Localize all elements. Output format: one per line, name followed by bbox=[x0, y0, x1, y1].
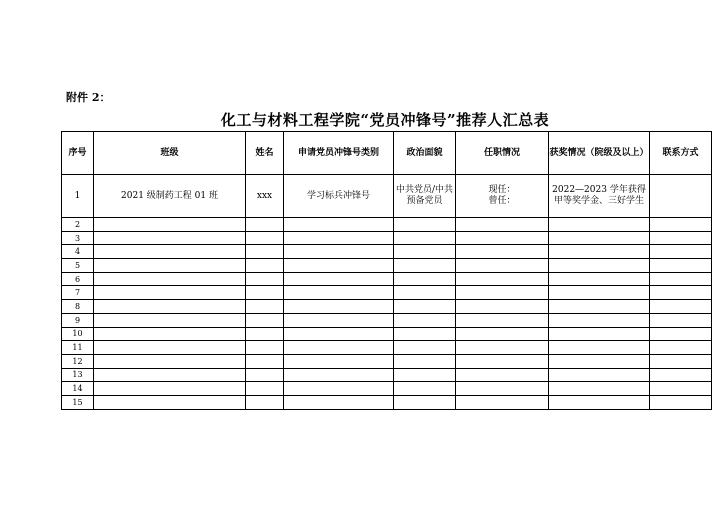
empty-cell bbox=[394, 354, 456, 368]
table-row bbox=[62, 341, 712, 355]
header-name: 姓名 bbox=[246, 132, 284, 175]
table-row bbox=[62, 175, 712, 218]
recommendation-table bbox=[61, 131, 712, 410]
empty-cell bbox=[94, 259, 246, 273]
empty-cell bbox=[284, 286, 394, 300]
cell-index: 6 bbox=[62, 272, 94, 286]
empty-cell bbox=[94, 354, 246, 368]
header-contact: 联系方式 bbox=[650, 132, 712, 175]
empty-cell bbox=[284, 272, 394, 286]
empty-cell bbox=[650, 341, 712, 355]
header-category: 申请党员冲锋号类别 bbox=[284, 132, 394, 175]
empty-cell bbox=[456, 354, 549, 368]
empty-cell bbox=[456, 368, 549, 382]
empty-cell bbox=[246, 354, 284, 368]
table-row bbox=[62, 231, 712, 245]
cell-index: 8 bbox=[62, 300, 94, 314]
empty-cell bbox=[549, 395, 650, 409]
empty-cell bbox=[650, 354, 712, 368]
empty-cell bbox=[456, 327, 549, 341]
empty-cell bbox=[284, 259, 394, 273]
empty-cell bbox=[246, 286, 284, 300]
cell-index: 7 bbox=[62, 286, 94, 300]
cell-index: 11 bbox=[62, 341, 94, 355]
table-row bbox=[62, 382, 712, 396]
table-row bbox=[62, 327, 712, 341]
empty-cell bbox=[394, 300, 456, 314]
empty-cell bbox=[394, 259, 456, 273]
empty-cell bbox=[94, 245, 246, 259]
empty-cell bbox=[94, 313, 246, 327]
empty-cell bbox=[549, 313, 650, 327]
empty-cell bbox=[284, 368, 394, 382]
empty-cell bbox=[394, 286, 456, 300]
cell-index: 12 bbox=[62, 354, 94, 368]
table-row bbox=[62, 395, 712, 409]
cell-index: 13 bbox=[62, 368, 94, 382]
header-class: 班级 bbox=[94, 132, 246, 175]
table-row bbox=[62, 354, 712, 368]
empty-cell bbox=[284, 218, 394, 232]
document-title: 化工与材料工程学院“党员冲锋号”推荐人汇总表 bbox=[220, 111, 550, 129]
cell-index: 1 bbox=[62, 175, 94, 218]
empty-cell bbox=[549, 231, 650, 245]
empty-cell bbox=[246, 259, 284, 273]
header-position: 任职情况 bbox=[456, 132, 549, 175]
empty-cell bbox=[246, 245, 284, 259]
cell-index: 15 bbox=[62, 395, 94, 409]
empty-cell bbox=[650, 327, 712, 341]
empty-cell bbox=[284, 341, 394, 355]
empty-cell bbox=[394, 368, 456, 382]
empty-cell bbox=[549, 341, 650, 355]
empty-cell bbox=[549, 259, 650, 273]
cell-index: 3 bbox=[62, 231, 94, 245]
empty-cell bbox=[650, 286, 712, 300]
empty-cell bbox=[94, 341, 246, 355]
empty-cell bbox=[394, 395, 456, 409]
table-row bbox=[62, 245, 712, 259]
cell-class: 2021 级制药工程 01 班 bbox=[94, 175, 246, 218]
empty-cell bbox=[456, 259, 549, 273]
empty-cell bbox=[284, 300, 394, 314]
empty-cell bbox=[394, 313, 456, 327]
empty-cell bbox=[246, 327, 284, 341]
empty-cell bbox=[284, 354, 394, 368]
empty-cell bbox=[94, 382, 246, 396]
empty-cell bbox=[394, 272, 456, 286]
empty-cell bbox=[246, 313, 284, 327]
empty-cell bbox=[246, 395, 284, 409]
empty-cell bbox=[94, 368, 246, 382]
empty-cell bbox=[94, 286, 246, 300]
empty-cell bbox=[549, 354, 650, 368]
empty-cell bbox=[394, 231, 456, 245]
empty-cell bbox=[284, 327, 394, 341]
empty-cell bbox=[94, 218, 246, 232]
empty-cell bbox=[246, 368, 284, 382]
empty-cell bbox=[456, 272, 549, 286]
empty-cell bbox=[94, 327, 246, 341]
cell-index: 9 bbox=[62, 313, 94, 327]
position-current: 现任： bbox=[488, 185, 516, 195]
cell-politics: 中共党员/中共预备党员 bbox=[394, 175, 456, 218]
empty-cell bbox=[549, 368, 650, 382]
empty-cell bbox=[94, 300, 246, 314]
table-row bbox=[62, 313, 712, 327]
empty-cell bbox=[284, 382, 394, 396]
cell-index: 5 bbox=[62, 259, 94, 273]
empty-cell bbox=[549, 218, 650, 232]
empty-cell bbox=[650, 382, 712, 396]
empty-cell bbox=[246, 382, 284, 396]
cell-index: 14 bbox=[62, 382, 94, 396]
table-row bbox=[62, 218, 712, 232]
empty-cell bbox=[394, 327, 456, 341]
attachment-label: 附件 2： bbox=[66, 91, 111, 104]
empty-cell bbox=[456, 218, 549, 232]
header-politics: 政治面貌 bbox=[394, 132, 456, 175]
table-row bbox=[62, 259, 712, 273]
empty-cell bbox=[650, 300, 712, 314]
empty-cell bbox=[650, 313, 712, 327]
empty-cell bbox=[456, 286, 549, 300]
empty-cell bbox=[456, 382, 549, 396]
cell-category: 学习标兵冲锋号 bbox=[284, 175, 394, 218]
empty-cell bbox=[650, 231, 712, 245]
cell-index: 2 bbox=[62, 218, 94, 232]
empty-cell bbox=[549, 327, 650, 341]
header-row bbox=[62, 132, 712, 175]
empty-cell bbox=[650, 272, 712, 286]
empty-cell bbox=[246, 300, 284, 314]
empty-cell bbox=[456, 395, 549, 409]
empty-cell bbox=[456, 231, 549, 245]
empty-cell bbox=[650, 368, 712, 382]
empty-cell bbox=[284, 395, 394, 409]
empty-cell bbox=[549, 245, 650, 259]
empty-cell bbox=[394, 341, 456, 355]
empty-cell bbox=[549, 300, 650, 314]
empty-cell bbox=[284, 245, 394, 259]
empty-cell bbox=[549, 286, 650, 300]
empty-cell bbox=[394, 218, 456, 232]
empty-cell bbox=[650, 245, 712, 259]
header-awards: 获奖情况（院级及以上） bbox=[549, 132, 650, 175]
empty-cell bbox=[456, 245, 549, 259]
empty-cell bbox=[456, 313, 549, 327]
empty-cell bbox=[549, 272, 650, 286]
empty-cell bbox=[650, 259, 712, 273]
cell-position bbox=[456, 175, 549, 218]
empty-cell bbox=[456, 300, 549, 314]
empty-cell bbox=[94, 231, 246, 245]
cell-name: xxx bbox=[246, 175, 284, 218]
cell-contact bbox=[650, 175, 712, 218]
empty-cell bbox=[394, 245, 456, 259]
cell-awards: 2022—2023 学年获得甲等奖学金、三好学生 bbox=[549, 175, 650, 218]
table-row bbox=[62, 286, 712, 300]
empty-cell bbox=[94, 272, 246, 286]
empty-cell bbox=[284, 313, 394, 327]
empty-cell bbox=[246, 218, 284, 232]
empty-cell bbox=[246, 272, 284, 286]
empty-cell bbox=[246, 341, 284, 355]
empty-cell bbox=[650, 218, 712, 232]
empty-cell bbox=[456, 341, 549, 355]
empty-cell bbox=[246, 231, 284, 245]
empty-cell bbox=[284, 231, 394, 245]
table-row bbox=[62, 300, 712, 314]
cell-index: 10 bbox=[62, 327, 94, 341]
empty-cell bbox=[650, 395, 712, 409]
empty-cell bbox=[549, 382, 650, 396]
cell-index: 4 bbox=[62, 245, 94, 259]
empty-cell bbox=[394, 382, 456, 396]
position-former: 曾任： bbox=[488, 196, 516, 206]
table-row bbox=[62, 368, 712, 382]
empty-cell bbox=[94, 395, 246, 409]
table-row bbox=[62, 272, 712, 286]
header-index: 序号 bbox=[62, 132, 94, 175]
